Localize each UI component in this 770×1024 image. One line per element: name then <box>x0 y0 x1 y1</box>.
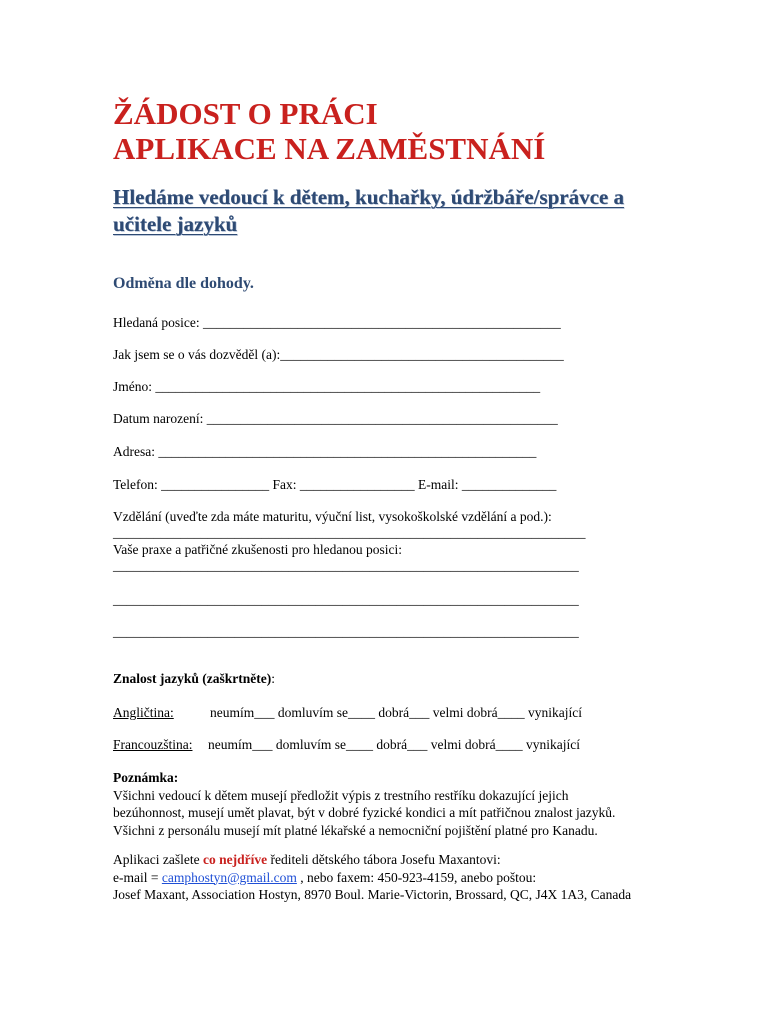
experience-blank-1[interactable]: _____________________________________________________________________ <box>113 558 579 573</box>
language-row-english <box>113 705 582 721</box>
email-suffix: , nebo faxem: 450-923-4159, anebo poštou: <box>296 869 537 885</box>
language-options[interactable]: neumím___ domluvím se____ dobrá___ velmi dobrá____ vynikající <box>210 705 582 720</box>
apply-emphasis: co nejdříve <box>202 852 268 867</box>
language-row-french <box>113 737 580 753</box>
language-options[interactable]: neumím___ domluvím se____ dobrá___ velmi dobrá____ vynikající <box>208 737 580 752</box>
education-label: Vzdělání (uveďte zda máte maturitu, výuční list, vysokoškolské vzdělání a pod.): <box>113 509 552 524</box>
field-birth-date[interactable]: Datum narození: ____________________________________________________ <box>113 411 558 426</box>
email-prefix: e-mail = <box>113 869 162 885</box>
application-instructions <box>113 851 631 904</box>
postal-address: Josef Maxant, Association Hostyn, 8970 Boul. Marie-Victorin, Brossard, QC, J4X 1A3, Canada <box>113 887 632 902</box>
language-name: Angličtina: <box>113 705 174 720</box>
languages-heading <box>113 671 275 687</box>
languages-heading-bold: Znalost jazyků (zaškrtněte) <box>113 671 272 686</box>
apply-line-2 <box>113 869 631 887</box>
field-source[interactable]: Jak jsem se o vás dozvěděl (a):__________________________________________ <box>113 347 564 362</box>
title-line-1: ŽÁDOST O PRÁCI <box>113 96 378 131</box>
note-line: Všichni vedoucí k dětem musejí předložit výpis z trestního restříku dokazující jejich <box>113 787 569 803</box>
apply-line-1 <box>113 851 631 869</box>
education-blank[interactable]: ______________________________________________________________________ <box>113 525 586 540</box>
subtitle: Hledáme vedoucí k dětem, kuchařky, údržbáře/správce a učitele jazyků <box>113 185 624 236</box>
experience-blank-2[interactable]: _____________________________________________________________________ <box>113 592 579 607</box>
email-link[interactable]: camphostyn@gmail.com <box>161 869 297 885</box>
experience-blank-3[interactable]: _____________________________________________________________________ <box>113 624 579 639</box>
apply-prefix: Aplikaci zašlete <box>113 852 203 867</box>
note-line: Všichni z personálu musejí mít platné lékařské a nemocniční pojištění platné pro Kanadu. <box>113 822 598 838</box>
field-address[interactable]: Adresa: ________________________________________________________ <box>113 444 537 459</box>
field-name[interactable]: Jméno: _________________________________________________________ <box>113 379 541 394</box>
apply-suffix: řediteli dětského tábora Josefu Maxantovi: <box>267 852 501 867</box>
note-block <box>113 769 615 839</box>
field-contact[interactable]: Telefon: ________________ Fax: _________________ E-mail: ______________ <box>113 477 557 492</box>
field-position[interactable]: Hledaná posice: _____________________________________________________ <box>113 315 561 330</box>
note-line: bezúhonnost, musejí umět plavat, být v dobré fyzické kondici a mít patřičnou znalost jazyků. <box>113 805 616 820</box>
languages-heading-colon: : <box>271 671 276 686</box>
language-name: Francouzština: <box>113 737 193 752</box>
experience-label: Vaše praxe a patřičné zkušenosti pro hledanou posici: <box>113 542 403 557</box>
reward-note: Odměna dle dohody. <box>113 275 254 292</box>
title-line-2: APLIKACE NA ZAMĚSTNÁNÍ <box>113 131 546 166</box>
note-title: Poznámka: <box>113 770 179 785</box>
